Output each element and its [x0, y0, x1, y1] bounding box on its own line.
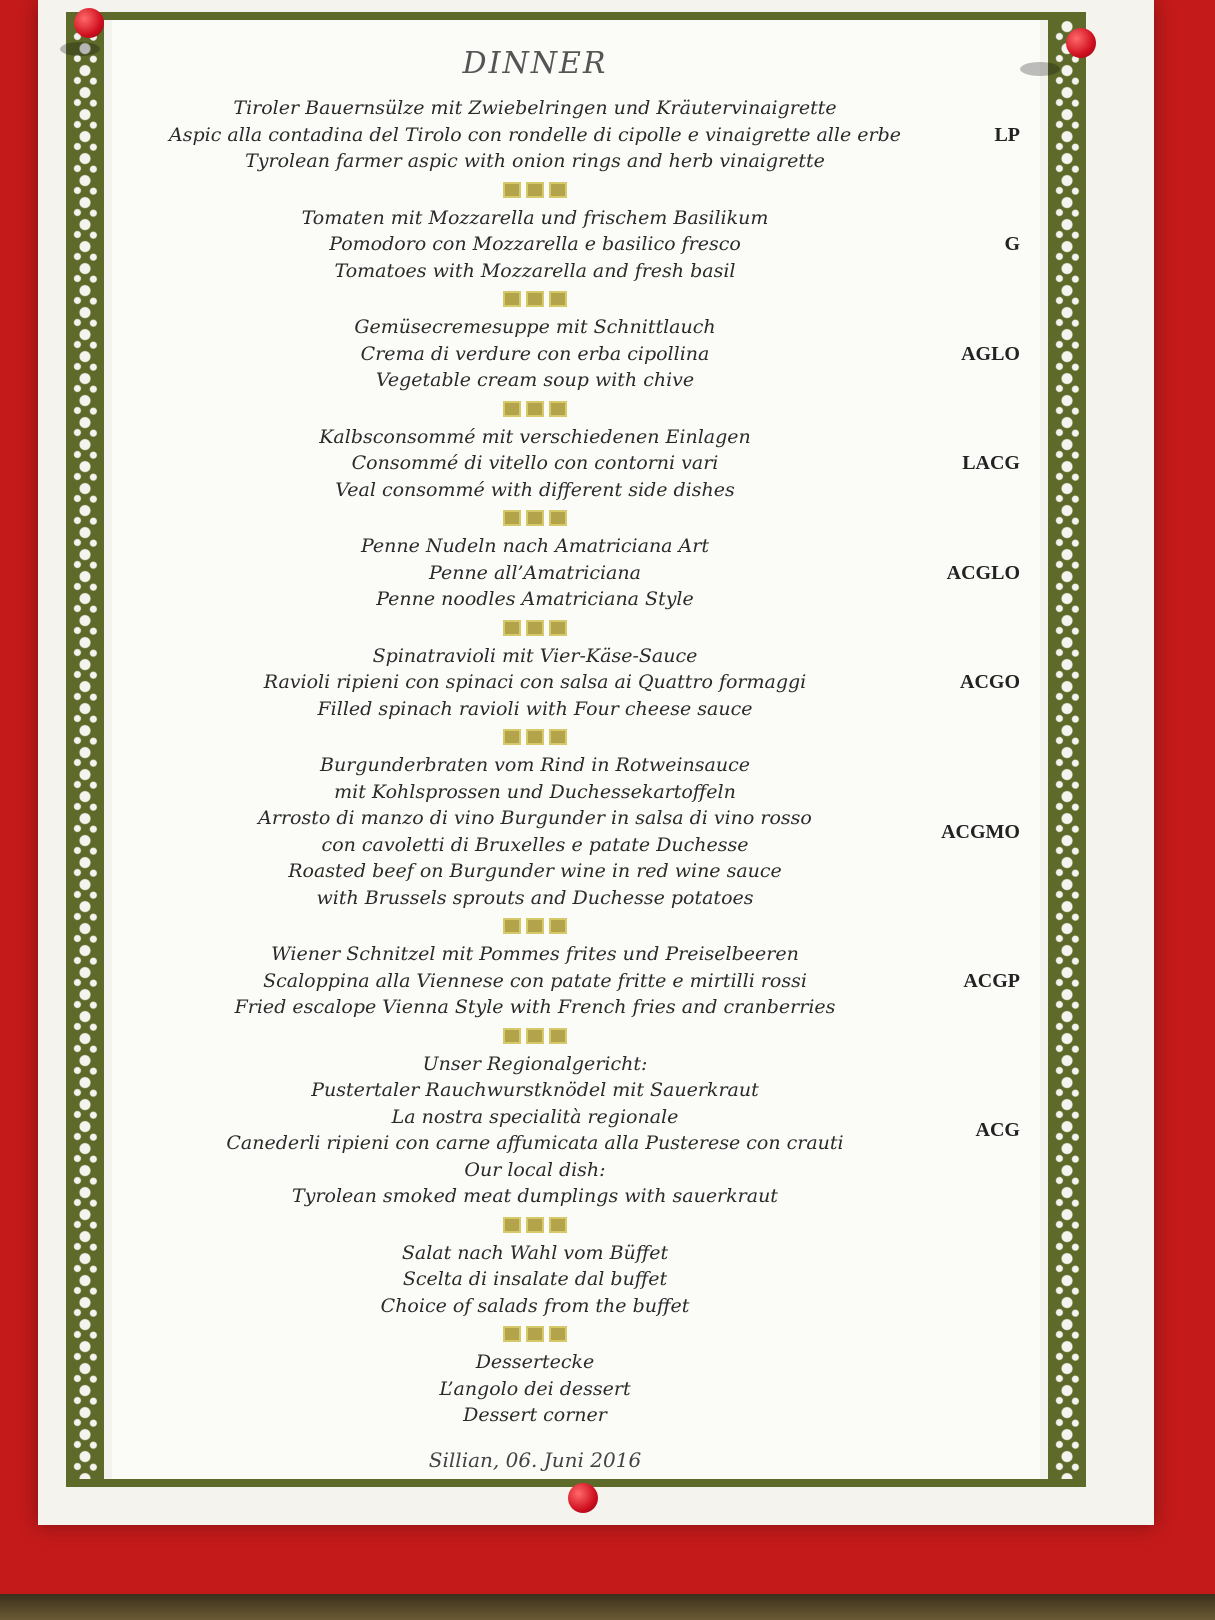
course-line: Fried escalope Vienna Style with French fries and cranberries [234, 996, 836, 1018]
ornament-icon [503, 510, 521, 526]
ornament-icon [549, 291, 567, 307]
ornament-icon [526, 1217, 544, 1233]
course-line: Crema di verdure con erba cipollina [360, 342, 710, 365]
course-line: mit Kohlsprossen und Duchessekartoffeln [334, 780, 736, 803]
course-separator [110, 722, 960, 752]
ornament-icon [526, 1326, 544, 1342]
course-line: Veal consommé with different side dishes [335, 478, 735, 501]
course-line: Gemüsecremesuppe mit Schnittlauch [354, 316, 716, 338]
course-line: Tomatoes with Mozzarella and fresh basil [334, 259, 736, 282]
menu-course [110, 643, 1020, 723]
course-separator [110, 1319, 960, 1349]
ornament-icon [526, 401, 544, 417]
course-line: Dessertecke [475, 1351, 595, 1373]
course-line: Penne noodles Amatriciana Style [376, 588, 694, 610]
course-line: Burgunderbraten vom Rind in Rotweinsauce [320, 754, 750, 776]
ornament-icon [503, 729, 521, 745]
menu-course [110, 205, 1020, 285]
ornament-icon [526, 510, 544, 526]
ornament-icon [549, 182, 567, 198]
menu-title: DINNER [462, 46, 608, 81]
allergen-code: ACGLO [946, 561, 1020, 584]
menu-date: Sillian, 06. Juni 2016 [428, 1447, 642, 1472]
vine-border-left [66, 20, 104, 1479]
allergen-code: ACGMO [941, 820, 1020, 843]
course-line: Penne all’Amatriciana [429, 561, 641, 584]
push-pin-top-left [74, 8, 104, 38]
course-line: Tomaten mit Mozzarella und frischem Basilikum [301, 206, 769, 229]
course-line: with Brussels sprouts and Duchesse potatoes [316, 886, 754, 909]
ornament-icon [549, 918, 567, 934]
course-line: con cavoletti di Bruxelles e patate Duchesse [321, 833, 749, 856]
ornament-icon [503, 291, 521, 307]
course-separator [110, 284, 960, 314]
ornament-icon [549, 1326, 567, 1342]
menu-course [110, 1349, 960, 1429]
ornament-icon [549, 401, 567, 417]
menu-course [110, 752, 1020, 911]
allergen-code: G [1004, 233, 1020, 255]
course-line: Tyrolean smoked meat dumplings with sauerkraut [292, 1185, 778, 1207]
menu-course [110, 424, 1020, 504]
menu-course [110, 95, 1020, 175]
ornament-icon [549, 1217, 567, 1233]
course-line: Kalbsconsommé mit verschiedenen Einlagen [319, 425, 751, 448]
pin-shadow [1020, 62, 1060, 76]
ornament-icon [526, 729, 544, 745]
course-separator [110, 613, 960, 643]
push-pin-bottom [568, 1483, 598, 1513]
vine-border-right [1048, 20, 1086, 1479]
push-pin-top-right [1066, 28, 1096, 58]
course-line: Salat nach Wahl vom Büffet [401, 1241, 669, 1264]
course-separator [110, 394, 960, 424]
course-line: Aspic alla contadina del Tirolo con rondelle di cipolle e vinaigrette alle erbe [169, 123, 901, 146]
allergen-code: AGLO [961, 342, 1020, 365]
course-line: Filled spinach ravioli with Four cheese sauce [317, 697, 753, 720]
course-line: Scelta di insalate dal buffet [402, 1268, 668, 1290]
ornament-icon [549, 729, 567, 745]
course-line: La nostra specialità regionale [391, 1105, 679, 1128]
course-list [110, 95, 1020, 1429]
ornament-icon [526, 1028, 544, 1044]
course-line: Tiroler Bauernsülze mit Zwiebelringen und Kräutervinaigrette [233, 97, 837, 119]
ornament-icon [526, 918, 544, 934]
course-separator [110, 503, 960, 533]
course-separator [110, 175, 960, 205]
course-line: Consommé di vitello con contorni vari [351, 452, 719, 474]
course-line: Dessert corner [463, 1404, 607, 1426]
board-frame [0, 1594, 1215, 1620]
course-separator [110, 911, 960, 941]
menu-course [110, 941, 1020, 1021]
ornament-icon [503, 918, 521, 934]
pin-shadow [60, 42, 100, 56]
allergen-code: ACG [975, 1118, 1020, 1141]
ornament-icon [549, 510, 567, 526]
allergen-code: LACG [962, 452, 1020, 474]
course-line: Roasted beef on Burgunder wine in red wine sauce [288, 860, 782, 882]
course-line: Unser Regionalgericht: [422, 1052, 648, 1075]
course-line: Wiener Schnitzel mit Pommes frites und Preiselbeeren [271, 943, 799, 965]
ornament-icon [526, 182, 544, 198]
course-line: Our local dish: [464, 1158, 606, 1181]
ornament-icon [503, 620, 521, 636]
course-separator [110, 1021, 960, 1051]
ornament-icon [549, 620, 567, 636]
ornament-icon [503, 1326, 521, 1342]
course-line: Scaloppina alla Viennese con patate fritte e mirtilli rossi [263, 969, 807, 992]
course-line: Choice of salads from the buffet [380, 1294, 690, 1317]
ornament-icon [526, 620, 544, 636]
menu-course [110, 1051, 1020, 1210]
course-separator [110, 1210, 960, 1240]
allergen-code: LP [994, 123, 1020, 146]
ornament-icon [503, 182, 521, 198]
course-line: Pustertaler Rauchwurstknödel mit Sauerkraut [311, 1079, 759, 1101]
course-line: Vegetable cream soup with chive [375, 369, 695, 391]
course-line: Arrosto di manzo di vino Burgunder in salsa di vino rosso [258, 807, 812, 829]
ornament-icon [549, 1028, 567, 1044]
menu-course [110, 533, 1020, 613]
ornament-icon [526, 291, 544, 307]
ornament-icon [503, 1028, 521, 1044]
course-line: Pomodoro con Mozzarella e basilico fresco [329, 233, 741, 255]
menu-course [110, 314, 1020, 394]
course-line: Spinatravioli mit Vier-Käse-Sauce [372, 644, 698, 667]
allergen-code: ACGP [963, 969, 1020, 992]
menu-course [110, 1240, 960, 1320]
allergen-code: ACGO [960, 671, 1020, 693]
course-line: Tyrolean farmer aspic with onion rings and herb vinaigrette [245, 150, 825, 172]
menu-content [110, 45, 1020, 1473]
ornament-icon [503, 401, 521, 417]
course-line: Penne Nudeln nach Amatriciana Art [361, 535, 709, 557]
course-line: Ravioli ripieni con spinaci con salsa ai Quattro formaggi [263, 671, 807, 693]
course-line: L’angolo dei dessert [439, 1377, 631, 1400]
course-line: Canederli ripieni con carne affumicata alla Pusterese con crauti [226, 1132, 844, 1154]
ornament-icon [503, 1217, 521, 1233]
